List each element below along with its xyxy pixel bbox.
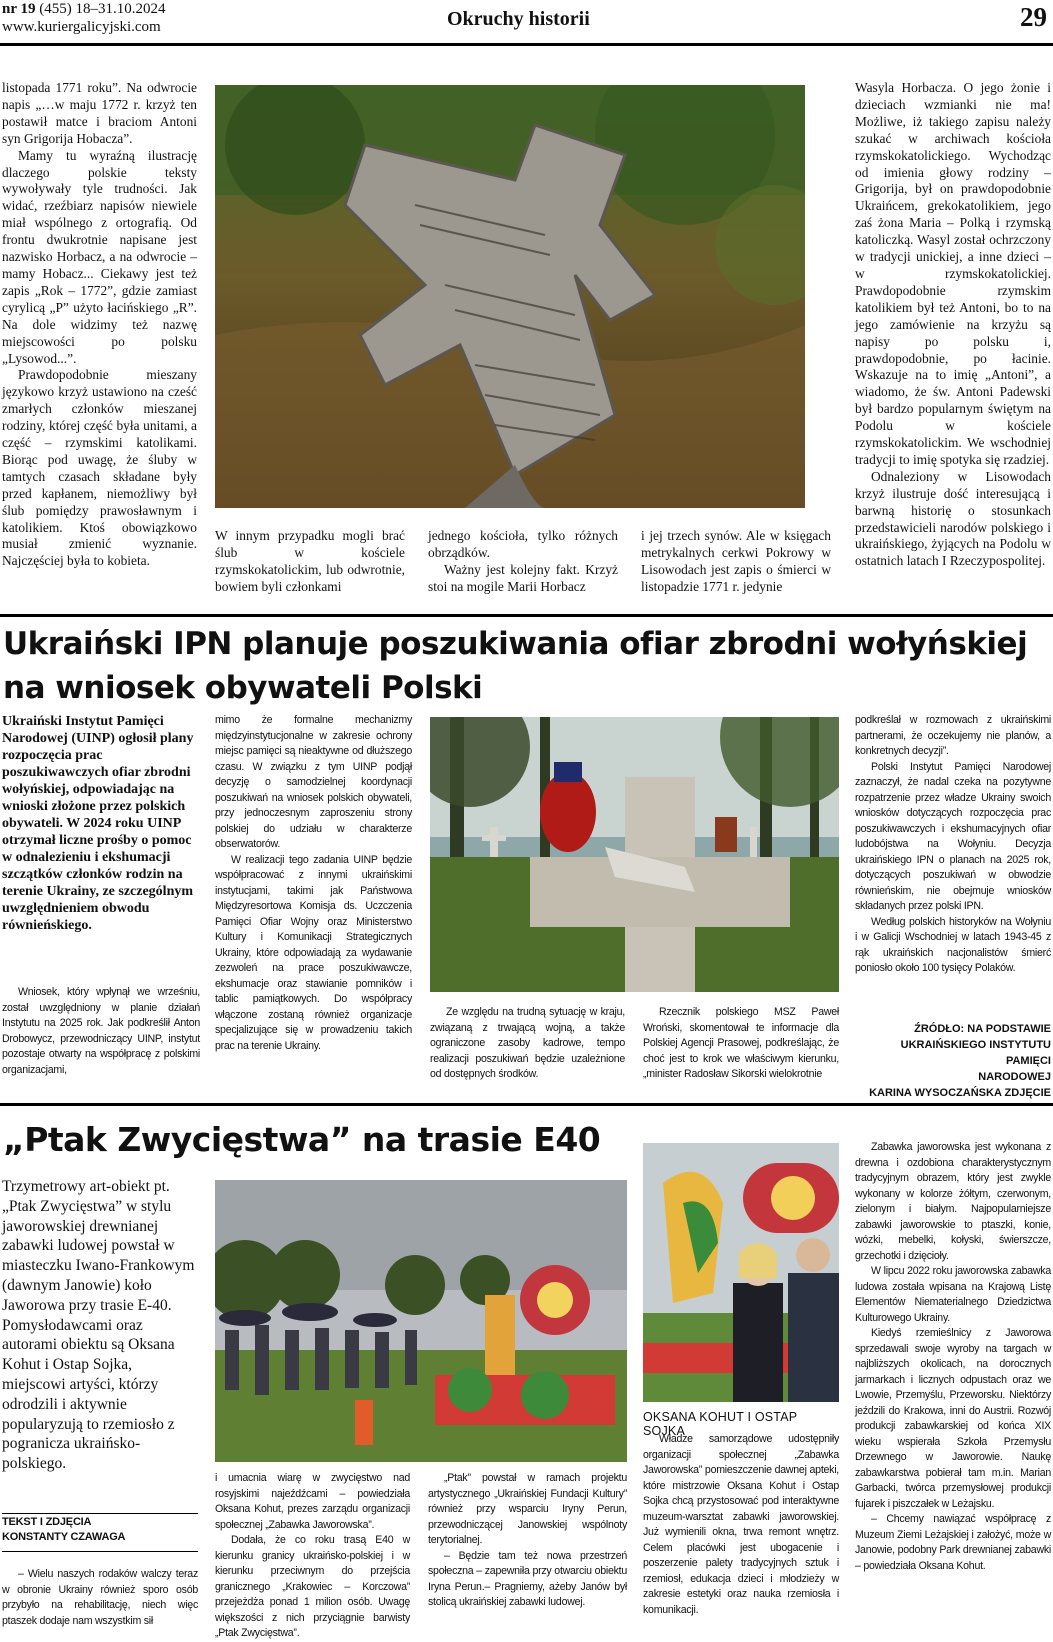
- section-title: Okruchy historii: [447, 8, 590, 30]
- paragraph: jednego kościoła, tylko różnych obrządków.: [428, 528, 618, 560]
- paragraph: i jej trzech synów. Ale w księgach metrykalnych cerkwi Pokrowy w Lisowodach jest zapis o śmierci w listopadzie 1771 r. jedynie: [641, 528, 831, 594]
- headline-line: Ukraiński IPN planuje poszukiwania ofiar zbrodni wołyńskiej: [3, 626, 1028, 662]
- byline-line: TEKST I ZDJĘCIA: [2, 1516, 92, 1528]
- article2-headline: [3, 622, 1051, 710]
- article3-headline: „Ptak Zwycięstwa” na trasie E40: [3, 1120, 601, 1159]
- article2-source: [855, 1021, 1051, 1101]
- article1-col-right: [855, 80, 1051, 570]
- paragraph: Dodała, że co roku trasą E40 w kierunku granicy ukraińsko-polskiej i w kierunku przeciwnym do przejścia granicznego „Krakowiec – Korczowa” przejeżdża ponad 1 milion osób. Uwagę większości z nich przyciągnie barwisty „Ptak Zwycięstwa”.: [215, 1534, 410, 1639]
- masthead-info: [2, 0, 165, 36]
- byline-rule: [2, 1551, 198, 1552]
- paragraph: W innym przypadku mogli brać ślub w kościele rzymskokatolickim, lub odwrotnie, bowiem byli członkami: [215, 528, 405, 594]
- paragraph: mimo że formalne mechanizmy międzyinstytucjonalne w zakresie ochrony miejsc pamięci są nieaktywne od dłuższego czasu. W związku z tym UINP podjął decyzję o samodzielnej koordynacji poszukiwań na wniosek polskich obywateli, przy jednoczesnym zaproszeniu strony polskiej do udziału w charakterze obserwatorów.: [215, 714, 412, 850]
- paragraph: Mamy tu wyraźną ilustrację dlaczego polskie teksty wywoływały tyle trudności. Jak widać, rzeźbiarz napisów niewiele miał wspólnego z ortografią. Od frontu dwukrotnie napisane jest nazwisko Horbacz, a na odwrocie – mamy Hobacz... Ciekawy jest też zapis „Rok – 1772”, gdzie zamiast cyrylicą „P” użyto łacińskiego „R”. Na dole widzimy też nazwę miejscowości po polsku „Lysowod...”.: [2, 147, 197, 366]
- paragraph: Wasyla Horbacza. O jego żonie i dzieciach wzmianki nie ma! Możliwe, iż takiego zapisu należy szukać w archiwach kościoła rzymskokatolickiego. Wychodząc od imienia głowy rodziny – Grigorija, był on prawdopodobnie Ukraińcem, grekokatolikiem, jego zaś żona Maria – Polką i rzymską katoliczką. Wasyl został ochrzczony w tradycji unickiej, a inne dzieci – w rzymskokatolickiej. Prawdopodobnie rzymskim katolikiem był też Antoni, bo to na jego zamówienie na krzyżu są napisy po polsku i, prawdopodobnie, po łacinie. Wskazuje na to imię „Antoni”, a wiadomo, że św. Antoni Padewski był bardzo popularnym świętym na Podolu w kościele rzymskokatolickim. We wschodniej tradycji to imię spotyka się rzadziej.: [855, 80, 1051, 467]
- source-line: KARINA WYSOCZAŃSKA ZDJĘCIE: [869, 1087, 1051, 1099]
- article3-col1-body: [2, 1567, 198, 1629]
- paragraph: – Będzie tam też nowa przestrzeń społeczna – zapewniła przy otwarciu obiektu Iryna Perun.– Pragniemy, ażeby Janów był stolicą ukraińskiej zabawki ludowej.: [428, 1549, 627, 1608]
- article1-under-photo-3: [641, 528, 831, 596]
- paragraph: Prawdopodobnie mieszany językowo krzyż ustawiono na cześć zmarłych członków mieszanej rodziny, której część była unitami, a część – rzymskimi katolikami. Biorąc pod uwagę, że śluby w tamtych czasach składane były przed kapłanem, niemożliwy był ślub pomiędzy prawosławnym i katolikiem. Ktoś obowiązkowo musiał zmienić wyznanie. Najczęściej była to kobieta.: [2, 367, 197, 569]
- paragraph: Kiedyś rzemieślnicy z Jaworowa sprzedawali swoje wyroby na targach w najbliższych okolicach, na dorocznych jarmarkach i licznych odpustach oraz we Lwowie, Przemyślu, Przeworsku. Niektórzy jeździli do Krakowa, inni do Austrii. Rozwój produkcji zabawkarskiej od końca XIX wieku wspierała Szkoła Przemysłu Drzewnego w Jaworowie. Naukę zabawkarstwa pobierał tam m.in. Marian Garbacki, twórca przemysłowej produkcji fujarek i piszczałek w Leżajsku.: [855, 1327, 1051, 1510]
- header-rule: [0, 43, 1053, 46]
- paragraph: Wniosek, który wpłynął we wrześniu, został uwzględniony w planie działań Instytutu na 2025 rok. Jak podkreślił Anton Drobowycz, przewodniczący UINP, instytut pozostaje otwarty na współpracę z polskimi organizacjami,: [2, 986, 200, 1076]
- article2-col1-body: [2, 985, 200, 1078]
- article3-lead: Trzymetrowy art-obiekt pt. „Ptak Zwycięstwa” w stylu jaworowskiej drewnianej zabawki ludowej powstał w miasteczku Iwano-Frankowym (dawnym Janowie) koło Jaworowa przy trasie E-40. Pomysłodawcami oraz autorami obiektu są Oksana Kohut i Ostap Sojka, miejscowi artyści, którzy odrodzili i aktywnie popularyzują to rzemiosło z pogranicza ukraińsko-polskiego.: [2, 1178, 195, 1473]
- paragraph: Polski Instytut Pamięci Narodowej zaznaczył, że nadal czeka na pozytywne rozpatrzenie przez władze Ukrainy swoich wniosków dotyczących rozpoczęcia prac poszukiwawczych i ekshumacyjnych ofiar ludobójstwa na Wołyniu. Decyzja ukraińskiego IPN o planach na 2025 rok, dotyczących poszukiwań w obwodzie równieńskim, nie obejmuje wniosków składanych przez polski IPN.: [855, 760, 1051, 912]
- article3-col-right: [855, 1140, 1051, 1574]
- article1-under-photo-1: [215, 528, 405, 596]
- site-url[interactable]: www.kuriergalicyjski.com: [2, 19, 161, 35]
- issue-number: nr 19: [2, 1, 36, 17]
- article3-under-photo-1: [215, 1471, 410, 1642]
- section-rule: [0, 1103, 1053, 1106]
- paragraph: podkreślał w rozmowach z ukraińskimi partnerami, że oczekujemy nie planów, a konkretnych decyzji”.: [855, 714, 1051, 757]
- article3-col4: [643, 1432, 839, 1618]
- article2-under-photo-1: [430, 1005, 625, 1083]
- article2-lead: Ukraiński Instytut Pamięci Narodowej (UINP) ogłosił plany rozpoczęcia prac poszukiwawczych ofiar zbrodni wołyńskiej, odpowiadając na wnioski złożone przez polskich obywateli. W 2024 roku UINP otrzymał liczne prośby o pomoc w odnalezieniu i ekshumacji szczątków członków rodzin na terenie Ukrainy, ze szczególnym uwzględnieniem obwodu równieńskiego.: [2, 714, 194, 933]
- paragraph: – Wielu naszych rodaków walczy teraz w obronie Ukrainy również sporo osób przybyło na rehabilitację, niech więc ptaszek dodaje nam wszystkim sił: [2, 1568, 198, 1627]
- paragraph: W lipcu 2022 roku jaworowska zabawka ludowa została wpisana na Krajową Listę Elementów Niematerialnego Dziedzictwa Kulturowego Ukrainy.: [855, 1265, 1051, 1324]
- artists-photo-caption: OKSANA KOHUT I OSTAP SOJKA: [643, 1410, 798, 1438]
- paragraph: Według polskich historyków na Wołyniu i w Galicji Wschodniej w latach 1943-45 z rąk ukraińskich nacjonalistów śmierć poniosło około 100 tysięcy Polaków.: [855, 915, 1051, 974]
- issue-detail: (455) 18–31.10.2024: [35, 1, 166, 17]
- article2-col-right: [855, 713, 1051, 977]
- article2-under-photo-2: [643, 1005, 839, 1083]
- cross-photo: [215, 85, 805, 508]
- article2-col2: [215, 713, 412, 1054]
- source-line: UKRAIŃSKIEGO INSTYTUTU PAMIĘCI: [900, 1039, 1051, 1067]
- byline-rule: [2, 1513, 198, 1514]
- paragraph: Rzecznik polskiego MSZ Paweł Wroński, skomentował te informacje dla Polskiej Agencji Prasowej, podkreślając, że choć jest to krok we właściwym kierunku, „minister Radosław Sikorski wielokrotnie: [643, 1006, 839, 1080]
- source-line: ŹRÓDŁO: NA PODSTAWIE: [914, 1023, 1051, 1035]
- section-rule: [0, 614, 1053, 617]
- paragraph: Ze względu na trudną sytuację w kraju, związaną z trwającą wojną, a także ograniczone zasoby kadrowe, tempo realizacji poszukiwań będzie uzależnione od dostępnych środków.: [430, 1006, 625, 1080]
- paragraph: listopada 1771 roku”. Na odwrocie napis „…w maju 1772 r. krzyż ten postawił matce i braciom Antoni syn Grigorija Hobacza”.: [2, 80, 197, 146]
- paragraph: W realizacji tego zadania UINP będzie współpracować z innymi ukraińskimi instytucjami, takimi jak Państwowa Międzyresortowa Komisja ds. Uczczenia Pamięci Ofiar Wojny oraz Ministerstwo Kultury i Komunikacji Strategicznych Ukrainy, które odpowiadają za wydawanie zezwoleń na prace poszukiwawcze, ekshumacje oraz stawianie pomników i tablic pamiątkowych. Do współpracy włączone zostaną również organizacje specjalizujące się w prowadzeniu takich prac na terenie Ukrainy.: [215, 853, 412, 1052]
- byline-line: KONSTANTY CZAWAGA: [2, 1531, 126, 1543]
- paragraph: Odnaleziony w Lisowodach krzyż ilustruje dość interesującą i barwną historię o stosunkach przedstawicieli narodów polskiego i ukraińskiego, żyjących na Podolu w ostatnich latach I Rzeczypospolitej.: [855, 468, 1051, 569]
- paragraph: – Chcemy nawiązać współpracę z Muzeum Ziemi Leżajskiej i założyć, może w Janowie, podobny Park drewnianej zabawki – powiedziała Oksana Kohut.: [855, 1513, 1051, 1572]
- headline-line: na wniosek obywateli Polski: [3, 670, 483, 706]
- article1-under-photo-2: [428, 528, 618, 596]
- article1-col1: [2, 80, 197, 570]
- artists-photo: [643, 1143, 839, 1402]
- paragraph: „Ptak” powstał w ramach projektu artystycznego „Ukraińskiej Fundacji Kultury” również przy wsparciu Iryny Perun, przewodniczącej Janowskiej wspólnoty terytorialnej.: [428, 1472, 627, 1546]
- page-number: 29: [1020, 2, 1047, 32]
- paragraph: Władze samorządowe udostępniły organizacji społecznej „Zabawka Jaworowska” pomieszczenie dawnej apteki, które mistrzowie Oksana Kohut i Ostap Sojka chcą przystosować pod interaktywne muzeum-warsztat zabawki jaworowskiej. Już wymienili okna, trwa remont wnętrz. Celem placówki jest ubogacenie i poszerzenie palety tradycyjnych sztuk i rzemiosł, edukacja dzieci i młodzieży w zakresie estetyki oraz nauka rzemiosła i komunikacji.: [643, 1433, 839, 1616]
- ceremony-photo: [215, 1180, 627, 1462]
- cemetery-photo: [430, 717, 839, 992]
- paragraph: Ważny jest kolejny fakt. Krzyż stoi na mogile Marii Horbacz: [428, 561, 618, 594]
- article3-byline: [2, 1515, 198, 1545]
- article3-under-photo-2: [428, 1471, 627, 1611]
- source-line: NARODOWEJ: [978, 1071, 1051, 1083]
- paragraph: i umacnia wiarę w zwycięstwo nad rosyjskimi najeźdźcami – powiedziała Oksana Kohut, prezes zarządu organizacji społecznej „Zabawka Jaworowska”.: [215, 1472, 410, 1531]
- paragraph: Zabawka jaworowska jest wykonana z drewna i ozdobiona charakterystycznym tradycyjnym obrazem, który jest zwykle wykonany w kolorze żółtym, czerwonym, zielonym i białym. Najpopularniejsze zabawki jaworowskie to ptaszki, konie, wózki, mebelki, kołyski, świerszcze, grzechotki i dzięcioły.: [855, 1141, 1051, 1262]
